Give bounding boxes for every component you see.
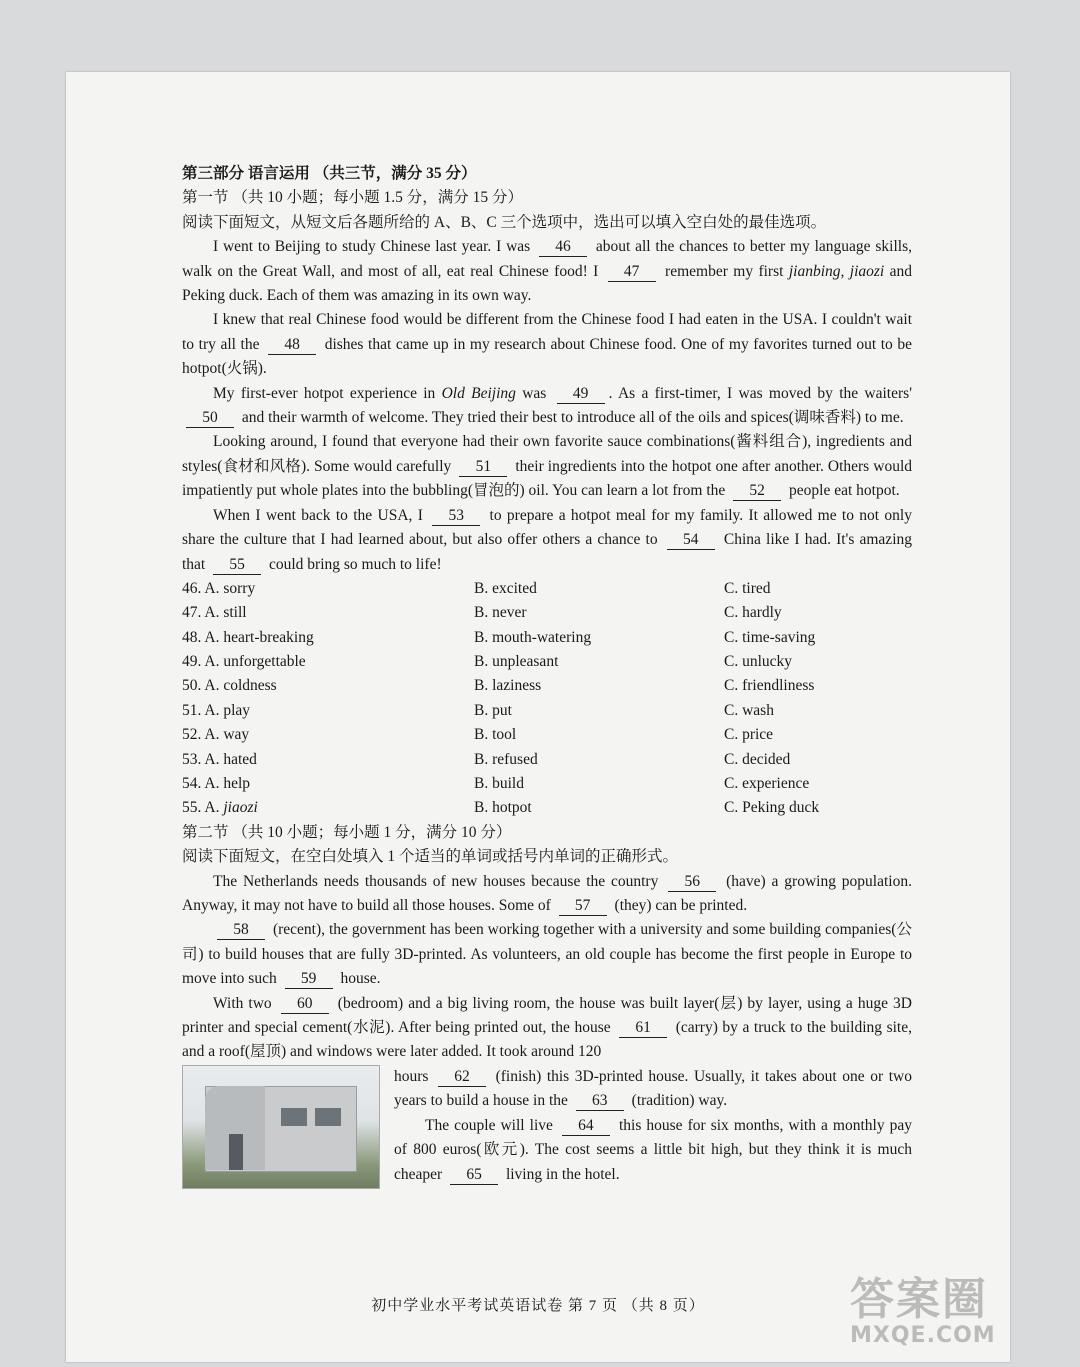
text-segment: hours bbox=[394, 1067, 435, 1085]
text-segment: (they) can be printed. bbox=[610, 897, 748, 915]
text-segment: dishes that came up in my research about Chinese food. One of my favorites turned out to be hotpot(火锅). bbox=[182, 335, 912, 378]
text-segment: (finish) this 3D-printed house. Usually, it takes about one or two years to build a house in the bbox=[394, 1067, 912, 1110]
answer-blank: 60 bbox=[281, 995, 329, 1014]
answer-blank: 62 bbox=[438, 1068, 486, 1087]
option-b: B. excited bbox=[474, 579, 537, 597]
exam-sheet bbox=[66, 72, 1010, 1362]
option-b: B. laziness bbox=[474, 677, 542, 695]
text-segment: The couple will live bbox=[425, 1116, 558, 1134]
text-segment: My first-ever hotpot experience in bbox=[213, 384, 442, 402]
answer-blank: 64 bbox=[562, 1117, 610, 1136]
house-photo bbox=[182, 1065, 380, 1189]
answer-blank: 59 bbox=[285, 970, 333, 989]
answer-blank: 50 bbox=[186, 409, 234, 428]
text-segment: about all the chances to better my language skills, walk on the Great Wall, and most of all, eat real Chinese food! I bbox=[182, 238, 912, 280]
answer-blank: 57 bbox=[559, 897, 607, 916]
text-segment: living in the hotel. bbox=[502, 1165, 620, 1183]
option-row bbox=[182, 723, 912, 747]
answer-blank: 63 bbox=[576, 1092, 624, 1111]
text-segment: (tradition) way. bbox=[627, 1092, 728, 1110]
option-row bbox=[182, 626, 912, 650]
window-shape bbox=[281, 1108, 307, 1126]
text-segment: (bedroom) and a big living room, the house was built layer(层) by layer, using a huge 3D printer and special cement(水泥). After being printed out, the house bbox=[182, 994, 912, 1037]
window-shape bbox=[315, 1108, 341, 1126]
option-b: B. never bbox=[474, 604, 527, 622]
option-row bbox=[182, 577, 912, 601]
text-segment: With two bbox=[213, 994, 277, 1012]
text-segment: and Peking duck. Each of them was amazing in its own way. bbox=[182, 262, 912, 305]
option-c: C. time-saving bbox=[724, 628, 816, 646]
italic-term: jianbing, jiaozi bbox=[788, 262, 885, 280]
option-b: B. build bbox=[474, 775, 524, 793]
italic-term: Old Beijing bbox=[441, 384, 516, 402]
passage1-paragraph bbox=[182, 308, 912, 381]
watermark-bottom: MXQE.COM bbox=[850, 1323, 996, 1348]
answer-blank: 48 bbox=[268, 336, 316, 355]
answer-blank: 53 bbox=[432, 507, 480, 526]
text-segment: (have) a growing population. Anyway, it may not have to build all those houses. Some of bbox=[182, 872, 912, 915]
passage2-paragraph-3 bbox=[182, 992, 912, 1065]
option-prefix: 55. A. bbox=[182, 799, 224, 817]
option-a: 48. A. heart-breaking bbox=[182, 628, 314, 646]
text-segment: remember my first bbox=[659, 262, 789, 280]
passage2-paragraph-4 bbox=[394, 1114, 912, 1187]
text-segment: The Netherlands needs thousands of new houses because the country bbox=[213, 872, 665, 890]
option-c: C. unlucky bbox=[724, 653, 793, 671]
option-c: C. hardly bbox=[724, 604, 782, 622]
text-segment: (carry) by a truck to the building site, and a roof(屋顶) and windows were later added. It took around 120 bbox=[182, 1019, 912, 1061]
option-b: B. unpleasant bbox=[474, 653, 559, 671]
text-segment: China like I had. It's amazing that bbox=[182, 531, 912, 573]
text-segment: could bring so much to life! bbox=[265, 555, 442, 573]
option-a: 54. A. help bbox=[182, 775, 251, 793]
option-c: C. price bbox=[724, 726, 774, 744]
passage-1 bbox=[182, 235, 912, 577]
option-a: 53. A. hated bbox=[182, 750, 257, 768]
text-segment: and their warmth of welcome. They tried their best to introduce all of the oils and spices(调味香料) to me. bbox=[238, 409, 904, 427]
option-a: 50. A. coldness bbox=[182, 677, 277, 695]
section2-instructions: 阅读下面短文，在空白处填入 1 个适当的单词或括号内单词的正确形式。 bbox=[182, 848, 679, 866]
option-a: 46. A. sorry bbox=[182, 579, 256, 597]
text-segment: this house for six months, with a monthly pay of 800 euros(欧元). The cost seems a little bit high, but they think it is much cheaper bbox=[394, 1116, 912, 1183]
answer-blank: 52 bbox=[733, 482, 781, 501]
answer-blank: 49 bbox=[557, 385, 605, 404]
italic-term: jiaozi bbox=[223, 799, 258, 817]
option-a: 52. A. way bbox=[182, 726, 250, 744]
answer-blank: 56 bbox=[668, 873, 716, 892]
option-b: B. refused bbox=[474, 750, 538, 768]
section1-title: 第一节 （共 10 小题；每小题 1.5 分，满分 15 分） bbox=[182, 189, 524, 207]
option-row bbox=[182, 699, 912, 723]
answer-blank: 46 bbox=[539, 238, 587, 257]
exam-content bbox=[182, 162, 912, 1187]
text-segment: I knew that real Chinese food would be different from the Chinese food I had eaten in the USA. I couldn't wait to try all the bbox=[182, 311, 912, 353]
passage2-paragraph-2 bbox=[182, 918, 912, 991]
text-segment: I went to Beijing to study Chinese last year. I was bbox=[213, 238, 536, 256]
passage2-paragraph-1 bbox=[182, 870, 912, 919]
section1-instructions: 阅读下面短文，从短文后各题所给的 A、B、C 三个选项中，选出可以填入空白处的最佳选项。 bbox=[182, 213, 827, 231]
part-title: 第三部分 语言运用 （共三节，满分 35 分） bbox=[182, 165, 477, 182]
option-a: 47. A. still bbox=[182, 604, 247, 622]
answer-blank: 65 bbox=[450, 1166, 498, 1185]
door-shape bbox=[229, 1134, 243, 1170]
option-row bbox=[182, 650, 912, 674]
option-c: C. friendliness bbox=[724, 677, 815, 695]
option-c: C. Peking duck bbox=[724, 799, 820, 817]
answer-blank: 47 bbox=[608, 263, 656, 282]
section2-title: 第二节 （共 10 小题；每小题 1 分，满分 10 分） bbox=[182, 823, 512, 841]
option-a: 49. A. unforgettable bbox=[182, 653, 306, 671]
answer-blank: 61 bbox=[619, 1019, 667, 1038]
option-c: C. wash bbox=[724, 701, 774, 719]
answer-blank: 58 bbox=[217, 921, 265, 940]
option-row bbox=[182, 601, 912, 625]
option-row bbox=[182, 748, 912, 772]
option-c: C. decided bbox=[724, 750, 791, 768]
option-a bbox=[182, 796, 474, 820]
option-b: B. hotpot bbox=[474, 799, 532, 817]
option-row bbox=[182, 796, 912, 820]
option-a: 51. A. play bbox=[182, 701, 251, 719]
passage1-paragraph bbox=[182, 235, 912, 308]
option-c: C. tired bbox=[724, 579, 771, 597]
text-segment: house. bbox=[336, 970, 381, 988]
photo-wrap-block bbox=[182, 1065, 912, 1187]
text-segment: (recent), the government has been working together with a university and some building companies(公司) to build houses that are fully 3D-printed. As volunteers, an old couple has become the first people in Europe to move into such bbox=[182, 921, 912, 988]
option-c: C. experience bbox=[724, 775, 810, 793]
text-segment: . As a first-timer, I was moved by the waiters' bbox=[608, 384, 912, 402]
passage2-paragraph-3-cont bbox=[394, 1065, 912, 1114]
text-segment: to prepare a hotpot meal for my family. It allowed me to not only share the culture that I had learned about, but also offer others a chance to bbox=[182, 506, 912, 549]
text-segment: was bbox=[515, 384, 553, 402]
option-b: B. mouth-watering bbox=[474, 628, 592, 646]
passage1-paragraph bbox=[182, 430, 912, 503]
watermark-logo bbox=[850, 1276, 1000, 1356]
option-b: B. tool bbox=[474, 726, 517, 744]
option-b: B. put bbox=[474, 701, 512, 719]
page-footer: 初中学业水平考试英语试卷 第 7 页 （共 8 页） bbox=[371, 1298, 705, 1314]
option-row bbox=[182, 772, 912, 796]
passage1-paragraph bbox=[182, 382, 912, 431]
answer-blank: 51 bbox=[459, 458, 507, 477]
passage1-paragraph bbox=[182, 504, 912, 577]
text-segment: their ingredients into the hotpot one after another. Others would impatiently put whole plates into the bubbling(冒泡的) oil. You can learn a lot from the bbox=[182, 457, 913, 500]
text-segment: people eat hotpot. bbox=[785, 482, 900, 500]
answer-blank: 55 bbox=[213, 556, 261, 575]
answer-blank: 54 bbox=[667, 531, 715, 550]
text-segment: When I went back to the USA, I bbox=[213, 506, 429, 524]
text-segment: Looking around, I found that everyone had their own favorite sauce combinations(酱料组合), ingredients and styles(食材和风格). Some would carefully bbox=[182, 433, 912, 475]
options-list bbox=[182, 577, 912, 821]
option-row bbox=[182, 674, 912, 698]
watermark-top: 答案圈 bbox=[850, 1274, 988, 1325]
